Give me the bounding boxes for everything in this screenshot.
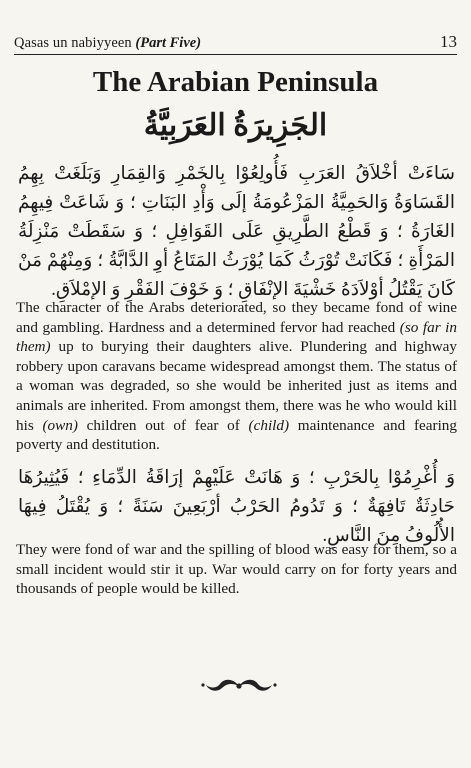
page-number: 13	[440, 32, 457, 51]
ornament-divider-icon	[200, 675, 278, 697]
italic-note: (so far in them)	[16, 318, 457, 356]
italic-note: (child)	[248, 416, 290, 434]
english-text-2: They were fond of war and the spilling of blood was easy for them, so a small incident would stir it up. War would carry on for forty years and thousands of people would be killed.	[16, 541, 457, 598]
italic-note: (own)	[42, 416, 78, 434]
english-paragraph-2	[16, 540, 457, 599]
arabic-paragraph-2	[18, 464, 455, 551]
header-book-info	[14, 35, 201, 52]
book-title: Qasas un nabiyyeen	[14, 35, 132, 51]
chapter-title-arabic: الجَزِيرَةُ العَرَبِيَّةُ	[143, 109, 328, 142]
chapter-title: The Arabian Peninsula	[92, 66, 379, 98]
arabic-text-2: وَ أُغْرِمُوْا بِالحَرْبِ ؛ وَ هَانَتْ عَلَيْهِمْ إرَاقَةُ الدِّمَاءِ ؛ فَيُثِيرُهَا حَادِثَةٌ تَافِهَةٌ ؛ وَ تَدُومُ الحَرْبُ أرْبَعِينَ سَنَةً ؛ وَ يُقْتَلُ فِيهَا الأُلُوفُ مِنَ النَّاسِ.	[18, 468, 455, 546]
part-label: (Part Five)	[135, 35, 202, 51]
english-paragraph-1	[16, 298, 457, 455]
arabic-text-1: سَاءَتْ أخْلاَقُ العَرَبِ فَأُولِعُوْا بِالخَمْرِ وَالقِمَارِ وَبَلَغَتْ بِهِمُ القَسَاوَةُ وَالحَمِيَّةُ المَزْعُومَةُ إلَى وَأْدِ البَنَاتِ ؛ وَ شَاعَتْ فِيهِمُ الغَارَةُ ؛ وَ قَطْعُ الطَّرِيقِ عَلَى القَوَافِلِ ؛ وَ سَقَطَتْ مَنْزِلَةُ المَرْأَةِ ؛ فَكَانَتْ تُوْرَثُ كَمَا يُوْرَثُ المَتَاعُ أوِ الدَّابَّةُ ؛ وَمِنْهُمْ مَنْ كَانَ يَقْتُلُ أوْلاَدَهُ خَشْيَةَ الإنْفَاقِ ؛ وَ خَوْفَ الفَقْرِ وَ الإمْلاَقِ.	[18, 164, 455, 300]
english-text-1: The character of the Arabs deteriorated, so they became fond of wine and gambling. Hardness and a determined fervor had reached (so far in them) up to burying their daughters alive. Plundering and highway robbery upon caravans became widespread amongst them. The status of a woman was degraded, so she would be inherited just as items and animals are inherited. From amongst them, there was he who would kill his (own) children out of fear of (child) maintenance and fearing poverty and destitution.	[16, 299, 457, 454]
arabic-paragraph-1	[18, 160, 455, 305]
header-rule	[14, 54, 457, 55]
running-header	[14, 30, 457, 52]
